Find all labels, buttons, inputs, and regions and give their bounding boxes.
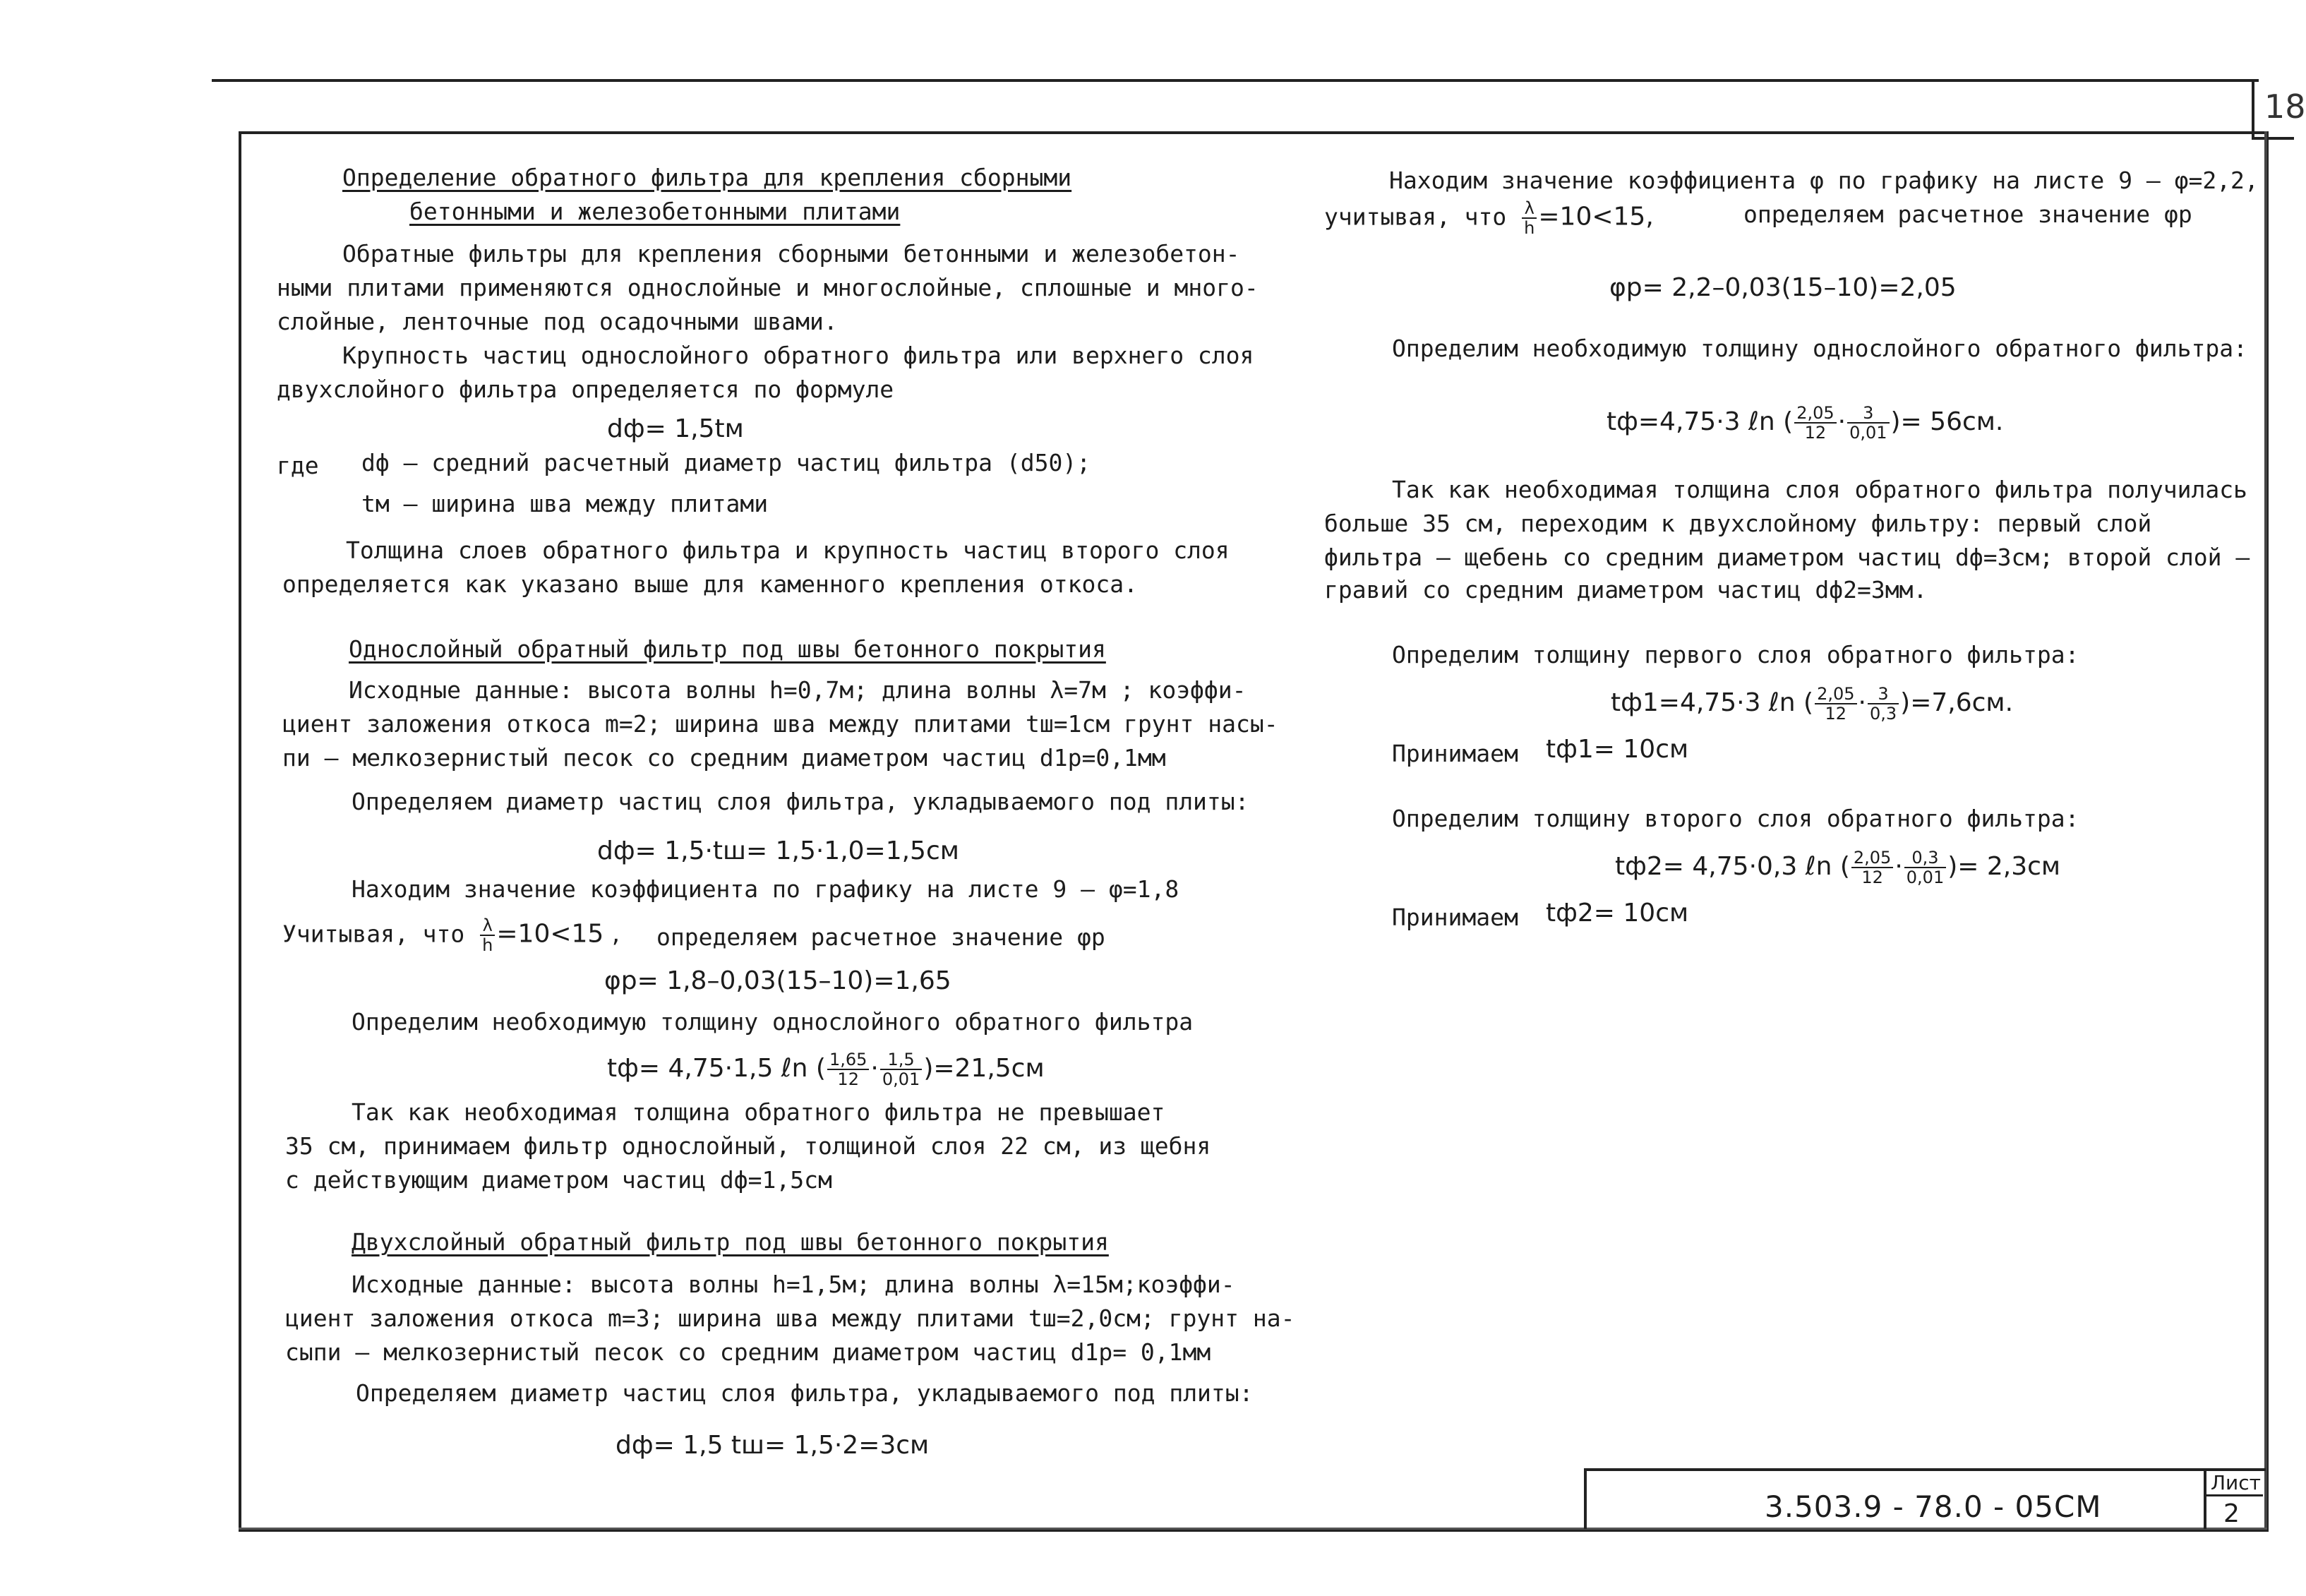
- fraction: [827, 1050, 869, 1088]
- formula-tf-right: tф=4,75·3 ℓn ( $\frac{2,05}{12}$ · $\frac{3}{0,01}$ )= 56см.: [1607, 403, 2004, 443]
- paragraph-line: Крупность частиц однослойного обратного фильтра или верхнего слоя: [342, 342, 1254, 369]
- accept-label: Принимаем: [1392, 740, 1518, 767]
- fraction-numerator: 1,65: [827, 1050, 869, 1070]
- stamp-separator: [2204, 1468, 2206, 1529]
- paragraph-line: сыпи – мелкозернистый песок со средним диаметром частиц d1р= 0,1мм: [285, 1338, 1211, 1366]
- fraction-denominator: 0,01: [1849, 423, 1887, 443]
- formula-phi-r: φр= 1,8–0,03(15–10)=1,65: [604, 966, 951, 995]
- accept-value-1: tф1= 10см: [1546, 735, 1689, 764]
- fraction: [1904, 848, 1946, 887]
- paragraph-line: Исходные данные: высота волны h=1,5м; длина волны λ=15м;коэффи-: [352, 1271, 1235, 1298]
- inequality: =10<15,: [1538, 202, 1654, 232]
- frame-right-edge: [2264, 131, 2267, 1529]
- document-code: 3.503.9 - 78.0 - 05СМ: [1765, 1489, 2102, 1524]
- top-rule: [212, 79, 2259, 82]
- formula-part: )=21,5см: [923, 1054, 1045, 1083]
- paragraph-line: Определяем диаметр частиц слоя фильтра, укладываемого под плиты:: [356, 1379, 1254, 1407]
- paragraph-line: 35 см, принимаем фильтр однослойный, толщиной слоя 22 см, из щебня: [285, 1132, 1211, 1160]
- formula-tf2: tф2= 4,75·0,3 ℓn ( $\frac{2,05}{12}$ · $\frac{0,3}{0,01}$ )= 2,3см: [1615, 848, 2061, 887]
- fraction: [1794, 404, 1836, 442]
- paragraph-line: Исходные данные: высота волны h=0,7м; длина волны λ=7м ; коэффи-: [349, 676, 1247, 704]
- paragraph-line: больше 35 см, переходим к двухслойному фильтру: первый слой: [1324, 510, 2152, 537]
- fraction-numerator: 3: [1868, 685, 1899, 704]
- fraction-numerator: λ: [480, 916, 495, 936]
- formula-part: tф1=4,75·3 ℓn (: [1611, 688, 1814, 717]
- fraction-denominator: 12: [1804, 423, 1827, 443]
- fraction-denominator: 12: [1861, 868, 1883, 887]
- paragraph-line: фильтра – щебень со средним диаметром частиц dф=3см; второй слой –: [1324, 544, 2250, 571]
- paragraph-line: определяем расчетное значение φр: [1743, 200, 2192, 228]
- considering-text: Учитывая, что: [282, 920, 465, 948]
- where-definition-2: tм – ширина шва между плитами: [361, 490, 769, 517]
- paragraph-line: двухслойного фильтра определяется по формуле: [277, 376, 894, 403]
- fraction: [1847, 404, 1889, 442]
- subsection-title-double-layer: Двухслойный обратный фильтр под швы бетонного покрытия: [352, 1228, 1109, 1256]
- paragraph-line: Так как необходимая толщина слоя обратного фильтра получилась: [1392, 476, 2247, 503]
- fraction-numerator: 2,05: [1851, 848, 1893, 868]
- paragraph-line: Определим необходимую толщину однослойного обратного фильтра: [352, 1008, 1194, 1036]
- sheet-number: 2: [2223, 1499, 2240, 1528]
- fraction-denominator: 12: [1825, 704, 1847, 724]
- paragraph-line: ными плитами применяются однослойные и многослойные, сплошные и много-: [277, 274, 1259, 301]
- considering-label: [282, 916, 620, 954]
- fraction-denominator: 0,3: [1869, 704, 1897, 724]
- fraction-denominator: h: [482, 935, 493, 955]
- section-title-line1: Определение обратного фильтра для крепления сборными: [342, 164, 1072, 191]
- fraction-lambda-h: [480, 916, 495, 954]
- fraction-numerator: 3: [1847, 404, 1889, 424]
- formula-df: dф= 1,5tм: [607, 414, 744, 443]
- fraction-numerator: λ: [1522, 199, 1537, 219]
- fraction-numerator: 0,3: [1904, 848, 1946, 868]
- fraction-denominator: 0,01: [882, 1069, 920, 1089]
- paragraph-line: Определим толщину первого слоя обратного фильтра:: [1392, 641, 2079, 668]
- paragraph-line: Находим значение коэффициента φ по графику на листе 9 – φ=2,2,: [1389, 167, 2259, 194]
- paragraph-line: определяем расчетное значение φр: [656, 923, 1105, 951]
- formula-df-double: dф= 1,5 tш= 1,5·2=3см: [615, 1431, 930, 1460]
- fraction: [1815, 685, 1856, 723]
- fraction-lambda-h: [1522, 199, 1537, 237]
- accept-value-2: tф2= 10см: [1546, 899, 1689, 928]
- section-title-line2: бетонными и железобетонными плитами: [409, 198, 901, 225]
- sheet-label: Лист: [2211, 1471, 2261, 1494]
- formula-phi-r-right: φр= 2,2–0,03(15–10)=2,05: [1609, 273, 1957, 302]
- fraction-denominator: 12: [837, 1069, 859, 1089]
- paragraph-line: гравий со средним диаметром частиц dф2=3мм.: [1324, 576, 1928, 604]
- where-definition-1: dф – средний расчетный диаметр частиц фильтра (d50);: [361, 449, 1091, 476]
- inequality: =10<15 ,: [496, 919, 620, 949]
- formula-df-single: dф= 1,5·tш= 1,5·1,0=1,5см: [597, 836, 959, 865]
- formula-part: )=7,6см.: [1900, 688, 2014, 717]
- paragraph-line: Определим необходимую толщину однослойного обратного фильтра:: [1392, 335, 2247, 362]
- fraction: [1868, 685, 1899, 723]
- paragraph-line: циент заложения откоса m=3; ширина шва между плитами tш=2,0см; грунт на-: [285, 1304, 1295, 1332]
- paragraph-line: с действующим диаметром частиц dф=1,5см: [285, 1166, 832, 1194]
- formula-tf1: tф1=4,75·3 ℓn ( $\frac{2,05}{12}$ · $\frac{3}{0,3}$ )=7,6см.: [1611, 684, 2014, 724]
- paragraph-line: Так как необходимая толщина обратного фильтра не превышает: [352, 1098, 1165, 1126]
- paragraph-line: слойные, ленточные под осадочными швами.: [277, 308, 838, 335]
- formula-part: tф= 4,75·1,5 ℓn (: [607, 1054, 826, 1083]
- accept-label: Принимаем: [1392, 904, 1518, 931]
- corner-page-number: 18: [2264, 88, 2306, 126]
- paragraph-line: Определяем диаметр частиц слоя фильтра, укладываемого под плиты:: [352, 788, 1249, 815]
- considering-text: учитывая, что: [1324, 203, 1507, 231]
- paragraph-line: пи – мелкозернистый песок со средним диаметром частиц d1р=0,1мм: [282, 744, 1166, 772]
- paragraph-line: определяется как указано выше для каменного крепления откоса.: [282, 570, 1138, 598]
- fraction-numerator: 2,05: [1794, 404, 1836, 424]
- paragraph-line: Толщина слоев обратного фильтра и крупность частиц второго слоя: [346, 536, 1230, 564]
- fraction-numerator: 1,5: [880, 1050, 922, 1070]
- paragraph-line: Находим значение коэффициента по графику на листе 9 – φ=1,8: [352, 875, 1179, 903]
- fraction-denominator: 0,01: [1906, 868, 1945, 887]
- formula-part: tф=4,75·3 ℓn (: [1607, 407, 1794, 436]
- fraction: [1851, 848, 1893, 887]
- formula-part: tф2= 4,75·0,3 ℓn (: [1615, 852, 1850, 881]
- subsection-title-single-layer: Однослойный обратный фильтр под швы бетонного покрытия: [349, 635, 1106, 663]
- formula-tf-single: tф= 4,75·1,5 ℓn ( $\frac{1,65}{12}$ · $\frac{1,5}{0,01}$ )=21,5см: [607, 1050, 1045, 1089]
- formula-part: )= 56см.: [1890, 407, 2004, 436]
- fraction-denominator: h: [1524, 218, 1535, 238]
- where-label: где: [277, 452, 319, 479]
- stamp-separator-horizontal: [2206, 1494, 2263, 1496]
- formula-part: )= 2,3см: [1947, 852, 2061, 881]
- paragraph-line: циент заложения откоса m=2; ширина шва между плитами tш=1см грунт насы-: [282, 710, 1278, 738]
- considering-label-right: [1324, 199, 1654, 237]
- paragraph-line: Обратные фильтры для крепления сборными бетонными и железобетон-: [342, 240, 1240, 268]
- fraction: [880, 1050, 922, 1088]
- paragraph-line: Определим толщину второго слоя обратного фильтра:: [1392, 805, 2079, 832]
- fraction-numerator: 2,05: [1815, 685, 1856, 704]
